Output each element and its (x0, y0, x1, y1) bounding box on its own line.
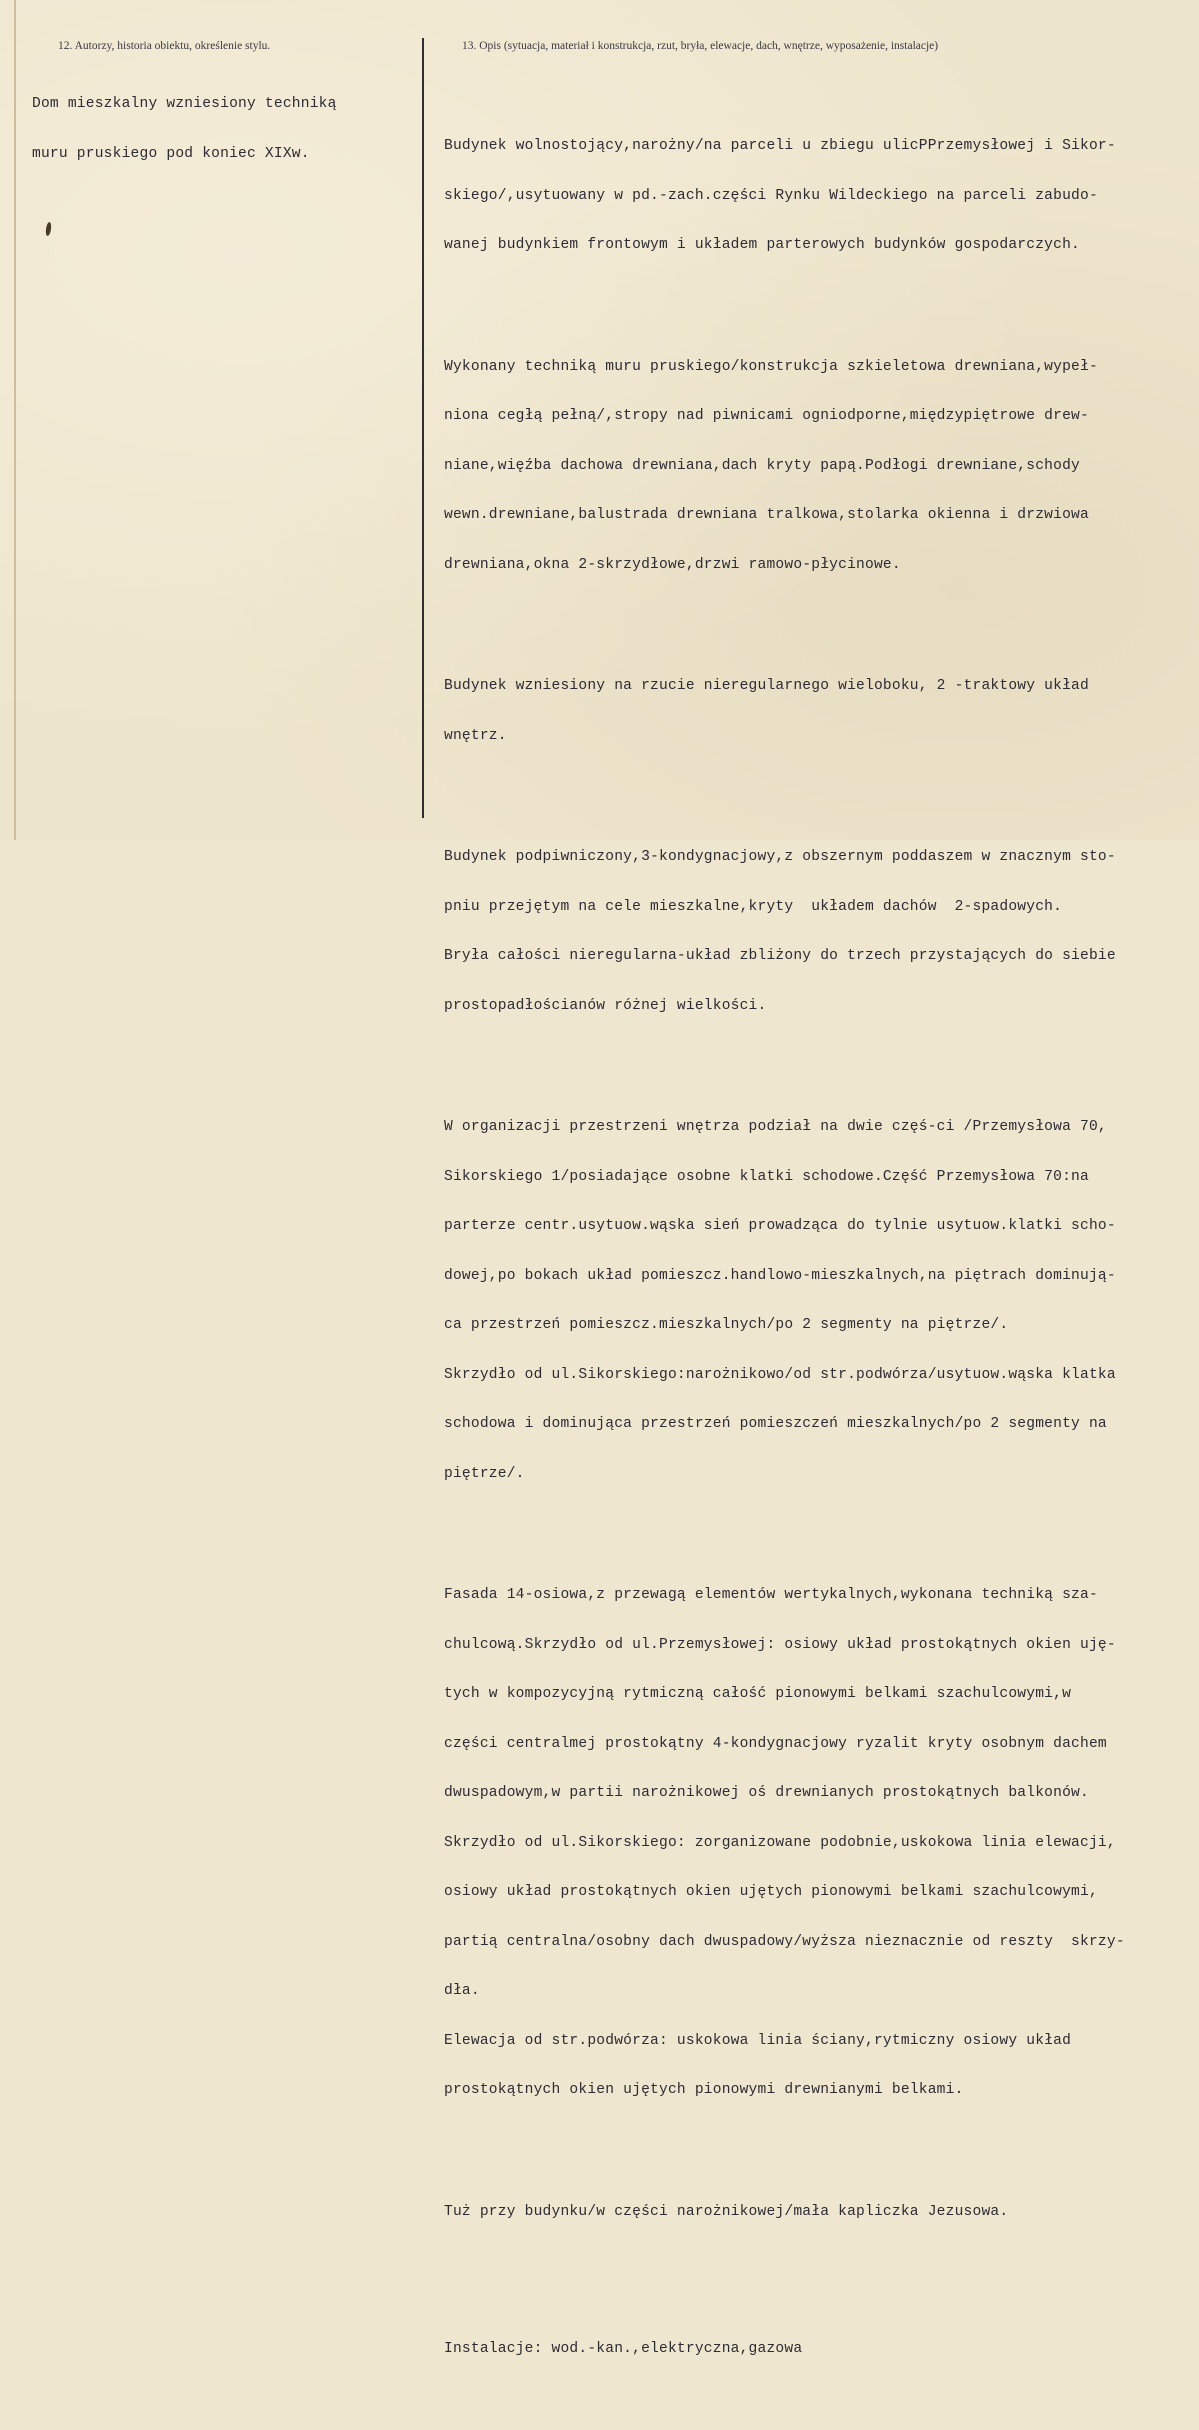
text-line: wewn.drewniane,balustrada drewniana tralkowa,stolarka okienna i drzwiowa (444, 507, 1089, 523)
text-line: części centralmej prostokątny 4-kondygnacjowy ryzalit kryty osobnym dachem (444, 1735, 1107, 1752)
text-line: parterze centr.usytuow.wąska sień prowadząca do tylnie usytuow.klatki scho- (444, 1218, 1116, 1234)
paragraph-chapel (444, 2171, 1125, 2254)
paragraph-plan (444, 645, 1125, 777)
text-line: prostopadłościanów różnej wielkości. (444, 997, 767, 1014)
paragraph-construction (444, 326, 1125, 607)
text-line: schodowa i dominująca przestrzeń pomieszczeń mieszkalnych/po 2 segmenty na (444, 1416, 1107, 1432)
section-13-header: 13. Opis (sytuacja, materiał i konstrukcja, rzut, bryła, elewacje, dach, wnętrze, wyposażenie, instalacje) (462, 40, 939, 52)
text-line: Skrzydło od ul.Sikorskiego:narożnikowo/od str.podwórza/usytuow.wąska klatka (444, 1366, 1116, 1383)
text-line: tych w kompozycyjną rytmiczną całość pionowymi belkami szachulcowymi,w (444, 1686, 1072, 1702)
text-line: Skrzydło od ul.Sikorskiego: zorganizowane podobnie,uskokowa linia elewacji, (444, 1834, 1116, 1851)
text-line: Instalacje: wod.-kan.,elektryczna,gazowa (444, 2341, 803, 2357)
text-line: Elewacja od str.podwórza: uskokowa linia ściany,rytmiczny osiowy układ (444, 2032, 1072, 2049)
paragraph-installations (444, 2308, 1125, 2391)
paragraph-interior (444, 1086, 1125, 1515)
text-line: Bryła całości nieregularna-układ zbliżony do trzech przystających do siebie (444, 948, 1116, 964)
text-line: Tuż przy budynku/w części narożnikowej/mała kapliczka Jezusowa. (444, 2203, 1009, 2220)
text-line: Budynek podpiwniczony,3-kondygnacjowy,z obszernym poddaszem w znacznym sto- (444, 849, 1116, 865)
text-line: Sikorskiego 1/posiadające osobne klatki schodowe.Część Przemysłowa 70:na (444, 1168, 1089, 1185)
text-line: niane,więźba dachowa drewniana,dach kryty papą.Podłogi drewniane,schody (444, 457, 1080, 474)
text-line: Budynek wolnostojący,narożny/na parceli u zbiegu ulicPPrzemysłowej i Sikor- (444, 138, 1116, 154)
text-line: Budynek wzniesiony na rzucie nieregularnego wieloboku, 2 -traktowy układ (444, 678, 1089, 694)
page-edge (14, 0, 16, 840)
text-line: ca przestrzeń pomieszcz.mieszkalnych/po 2 segmenty na piętrze/. (444, 1317, 1009, 1333)
text-line: W organizacji przestrzeni wnętrza podział na dwie częś-ci /Przemysłowa 70, (444, 1119, 1107, 1135)
text-line: Fasada 14-osiowa,z przewagą elementów wertykalnych,wykonana techniką sza- (444, 1587, 1098, 1603)
text-line: dowej,po bokach układ pomieszcz.handlowo-mieszkalnych,na piętrach dominują- (444, 1267, 1116, 1284)
text-line: pniu przejętym na cele mieszkalne,kryty układem dachów 2-spadowych. (444, 898, 1063, 915)
description-text (444, 72, 1125, 2430)
authors-history-text (32, 63, 337, 195)
paragraph-massing (444, 816, 1125, 1047)
text-line: partią centralna/osobny dach dwuspadowy/wyższa nieznacznie od reszty skrzy- (444, 1933, 1125, 1950)
text-line: wnętrz. (444, 727, 507, 744)
text-line: drewniana,okna 2-skrzydłowe,drzwi ramowo-płycinowe. (444, 556, 901, 573)
text-line: dła. (444, 1983, 480, 1999)
text-line: osiowy układ prostokątnych okien ujętych pionowymi belkami szachulcowymi, (444, 1884, 1098, 1900)
text-line: niona cegłą pełną/,stropy nad piwnicami ogniodporne,międzypiętrowe drew- (444, 408, 1089, 424)
paragraph-location (444, 105, 1125, 287)
ink-blot (45, 222, 52, 237)
text-line: wanej budynkiem frontowym i układem parterowych budynków gospodarczych. (444, 237, 1080, 253)
text-line: prostokątnych okien ujętych pionowymi drewnianymi belkami. (444, 2082, 964, 2098)
text-line: dwuspadowym,w partii narożnikowej oś drewnianych prostokątnych balkonów. (444, 1785, 1089, 1801)
text-line: muru pruskiego pod koniec XIXw. (32, 145, 310, 162)
paragraph-facade (444, 1554, 1125, 2132)
column-divider (422, 38, 424, 818)
section-12-header: 12. Autorzy, historia obiektu, określenie stylu. (58, 40, 271, 52)
text-line: skiego/,usytuowany w pd.-zach.części Rynku Wildeckiego na parceli zabudo- (444, 187, 1098, 204)
text-line: chulcową.Skrzydło od ul.Przemysłowej: osiowy układ prostokątnych okien uję- (444, 1636, 1116, 1653)
text-line: Wykonany techniką muru pruskiego/konstrukcja szkieletowa drewniana,wypeł- (444, 358, 1098, 375)
text-line: Dom mieszkalny wzniesiony techniką (32, 96, 337, 112)
text-line: piętrze/. (444, 1465, 525, 1482)
